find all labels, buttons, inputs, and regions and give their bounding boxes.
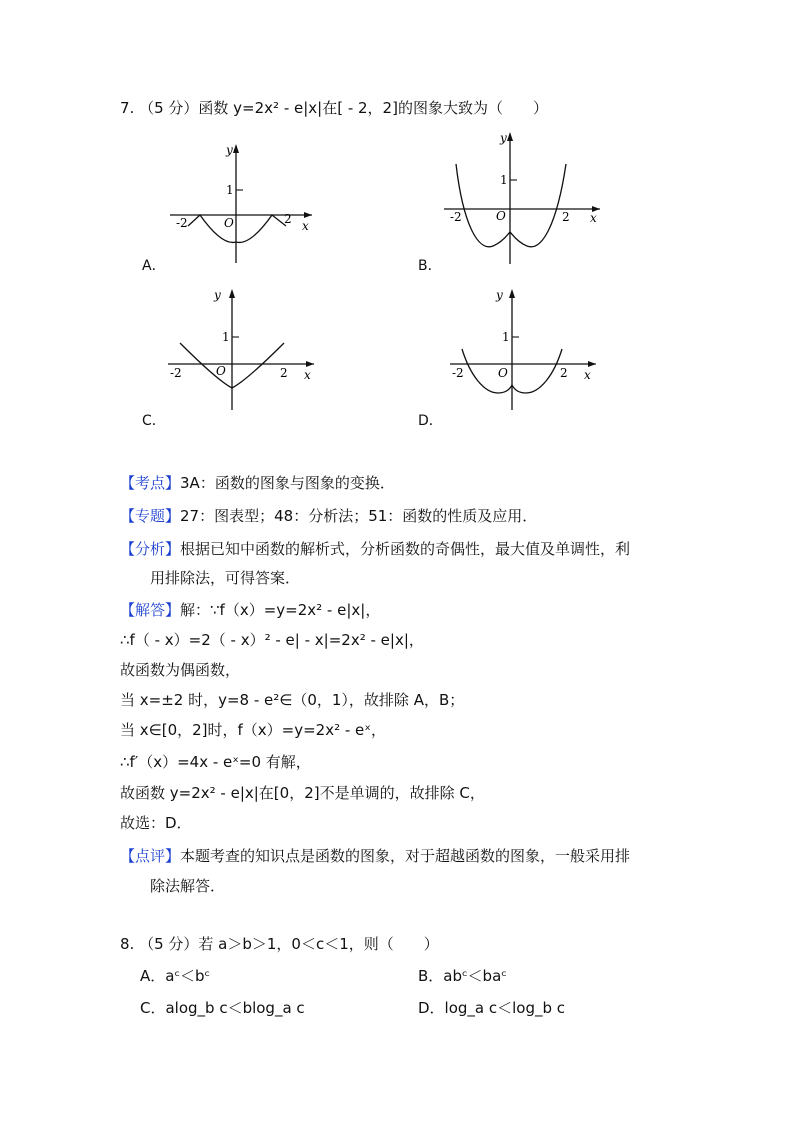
- origin-label: O: [216, 364, 226, 378]
- jieda-text-8: 故选：D．: [120, 814, 192, 832]
- curve-a: [188, 215, 286, 242]
- origin-label: O: [498, 366, 508, 380]
- y-label: y: [496, 288, 503, 302]
- choice-d-label: D．: [418, 413, 443, 429]
- neg-two-label: -2: [176, 216, 188, 230]
- y-label: y: [500, 131, 507, 145]
- two-label: 2: [284, 212, 292, 226]
- kaodian-line: [120, 473, 395, 493]
- zhuanti-tag: 【专题】: [120, 507, 181, 525]
- jieda-text-5: 当 x∈[0，2]时，f（x）=y=2x² - eˣ，: [120, 721, 386, 739]
- neg-two-label: -2: [452, 366, 464, 380]
- choice-c-label: C．: [142, 413, 166, 429]
- x-label: x: [304, 368, 311, 382]
- graph-b: [438, 124, 608, 268]
- fenxi-text-1: 根据已知中函数的解析式，分析函数的奇偶性，最大值及单调性，利: [180, 540, 631, 558]
- q8-choice-c: C．alog_b c＜blog_a c: [140, 999, 305, 1017]
- jieda-tag: 【解答】: [120, 601, 181, 619]
- origin-label: O: [224, 216, 234, 230]
- q8-stem: （5 分）若 a＞b＞1，0＜c＜1，则（ ）: [139, 935, 439, 953]
- jieda-text-7: 故函数 y=2x² - e|x|在[0，2]不是单调的，故排除 C，: [120, 784, 485, 802]
- fenxi-text-2: 用排除法，可得答案．: [150, 569, 301, 587]
- jieda-text-1: 解：∵f（x）=y=2x² - e|x|，: [180, 601, 381, 619]
- fenxi-tag: 【分析】: [120, 540, 181, 558]
- x-axis-arrow: [306, 361, 314, 367]
- neg-two-label: -2: [450, 210, 462, 224]
- fenxi-line: [120, 539, 630, 559]
- choice-b-label: B．: [418, 258, 442, 274]
- choice-a-label: A．: [142, 258, 166, 274]
- jieda-text-4: 当 x=±2 时，y=8 - e²∈（0，1），故排除 A，B；: [120, 691, 465, 709]
- y-axis-arrow: [229, 289, 235, 298]
- two-label: 2: [280, 366, 288, 380]
- y-label: y: [214, 288, 221, 302]
- q7-number: 7.: [120, 99, 135, 117]
- jieda-text-2: ∴f（ - x）=2（ - x）² - e| - x|=2x² - e|x|，: [120, 631, 424, 649]
- one-label: 1: [502, 330, 510, 344]
- neg-two-label: -2: [170, 366, 182, 380]
- graph-a: [160, 138, 320, 268]
- kaodian-tag: 【考点】: [120, 474, 181, 492]
- y-axis-arrow: [507, 132, 513, 141]
- two-label: 2: [560, 366, 568, 380]
- q8-stem-line: [120, 934, 439, 954]
- jieda-text-6: ∴f′（x）=4x - eˣ=0 有解，: [120, 753, 311, 771]
- graph-d: [444, 285, 604, 415]
- dianping-line: [120, 846, 630, 866]
- q8-choice-b: B．abᶜ＜baᶜ: [418, 967, 507, 985]
- y-axis-arrow: [509, 289, 515, 298]
- x-axis-arrow: [304, 212, 312, 218]
- dianping-tag: 【点评】: [120, 847, 181, 865]
- jieda-text-3: 故函数为偶函数，: [120, 661, 241, 679]
- zhuanti-line: [120, 506, 537, 526]
- one-label: 1: [226, 183, 234, 197]
- two-label: 2: [562, 210, 570, 224]
- q7-stem-line: [120, 98, 548, 118]
- dianping-text-1: 本题考查的知识点是函数的图象，对于超越函数的图象，一般采用排: [180, 847, 631, 865]
- q8-number: 8.: [120, 935, 135, 953]
- y-label: y: [226, 143, 233, 157]
- x-label: x: [584, 368, 591, 382]
- one-label: 1: [222, 330, 230, 344]
- kaodian-text: 3A：函数的图象与图象的变换．: [180, 474, 395, 492]
- q8-choice-d: D．log_a c＜log_b c: [418, 999, 566, 1017]
- origin-label: O: [496, 209, 506, 223]
- y-axis-arrow: [233, 144, 239, 153]
- curve-b: [456, 164, 566, 247]
- q8-choice-a: A．aᶜ＜bᶜ: [140, 967, 211, 985]
- x-label: x: [590, 211, 597, 225]
- q7-stem: （5 分）函数 y=2x² - e|x|在[ - 2，2]的图象大致为（ ）: [139, 99, 548, 117]
- dianping-text-2: 除法解答．: [150, 877, 226, 895]
- zhuanti-text: 27：图表型；48：分析法；51：函数的性质及应用．: [180, 507, 538, 525]
- x-label: x: [302, 219, 309, 233]
- x-axis-arrow: [588, 361, 596, 367]
- one-label: 1: [500, 173, 508, 187]
- graph-c: [162, 285, 322, 415]
- jieda-line: [120, 600, 380, 620]
